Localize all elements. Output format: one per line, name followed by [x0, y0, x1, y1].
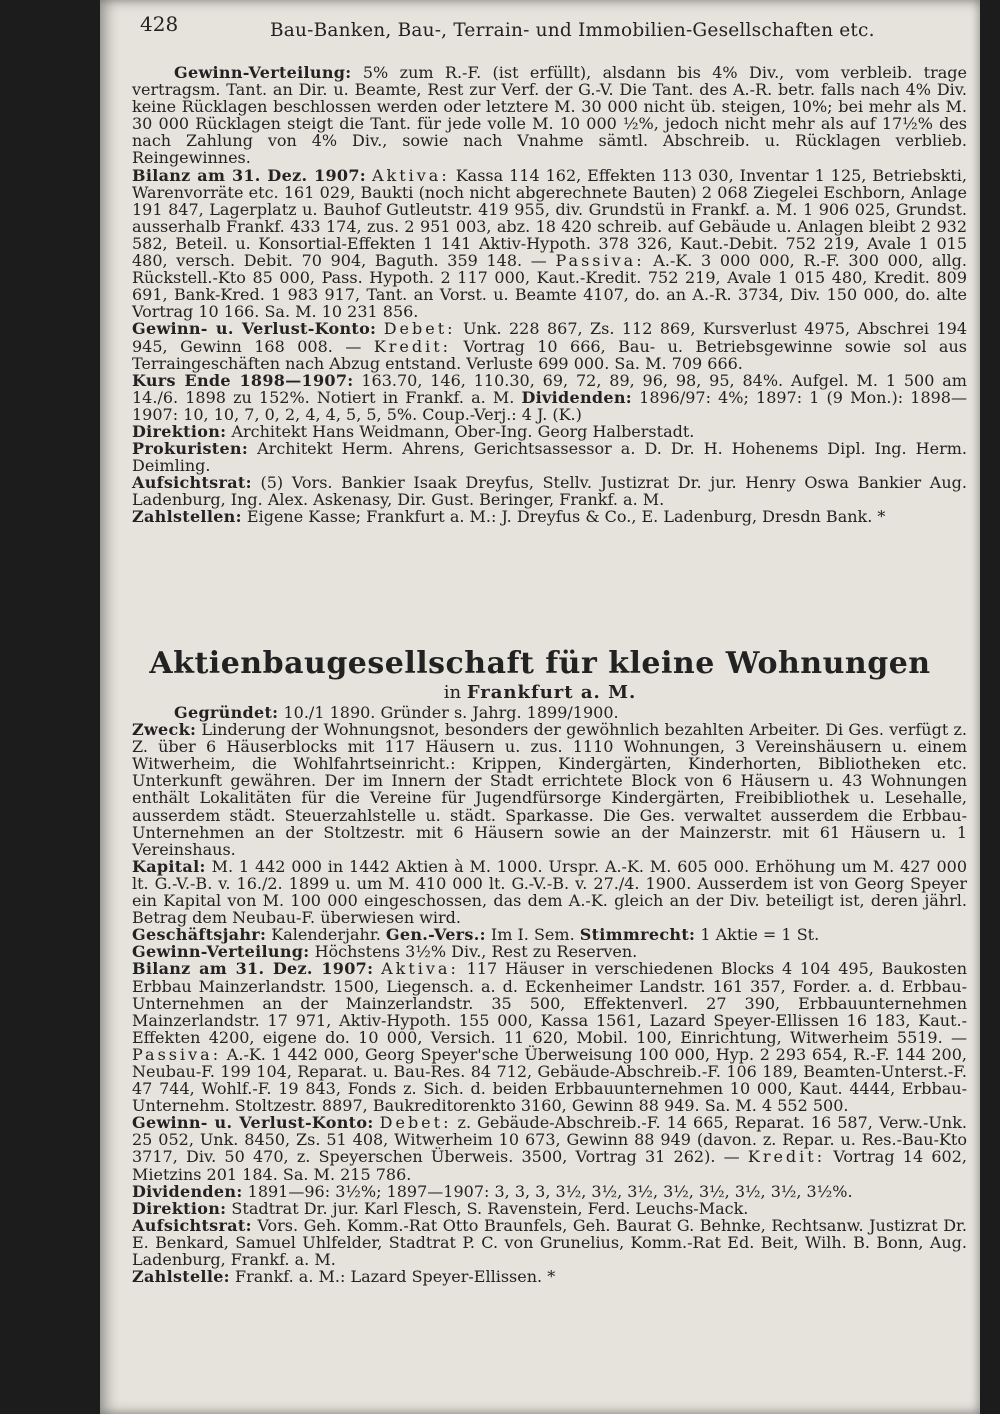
aufsichtsrat-text: (5) Vors. Bankier Isaak Dreyfus, Stellv. Justizrat Dr. jur. Henry Oswa Bankier Aug. Ladenburg, Ing. Alex. Askenasy, Dir. Gust. Beringer, Frankf. a. M.	[132, 473, 967, 510]
kredit-label-2: Kredit:	[747, 1147, 826, 1167]
gv-text-1: Unk. 228 867, Zs. 112 869, Kursverlust 4975, Abschrei 194 945, Gewinn 168 008. —	[132, 319, 968, 356]
gegruendet-label: Gegründet:	[174, 703, 279, 722]
geschaeftsjahr-text: Kalenderjahr.	[271, 925, 381, 945]
stimmrecht-text: 1 Aktie = 1 St.	[700, 925, 820, 945]
scanned-page	[100, 0, 980, 1414]
location-city: Frankfurt a. M.	[466, 682, 637, 703]
zweck-label: Zweck:	[132, 720, 197, 740]
gegruendet-text: 10./1 1890. Gründer s. Jahrg. 1899/1900.	[283, 703, 619, 722]
kapital-text: M. 1 442 000 in 1442 Aktien à M. 1000. Urspr. A.-K. M. 605 000. Erhöhung um M. 427 000 lt. G.-V.-B. v. 16./2. 1899 u. um M. 410 000 lt. G.-V.-B. v. 27./4. 1900. Ausserdem ist von Georg Speyer ein Kapital von M. 100 000 eingeschossen, das dem A.-K. gleich an der Div. beteiligt ist, deren jährl. Betrag dem Neubau-F. überwiesen wird.	[132, 856, 968, 928]
company-title: Aktienbaugesellschaft für kleine Wohnungen	[149, 646, 931, 681]
gewinn-label: Gewinn-Verteilung:	[174, 63, 352, 82]
zahlstellen-text: Eigene Kasse; Frankfurt a. M.: J. Dreyfus & Co., E. Ladenburg, Dresdn Bank. *	[246, 507, 886, 527]
dividenden-label-2: Dividenden:	[132, 1181, 243, 1201]
bilanz-text-1: Kassa 114 162, Effekten 113 030, Inventar 1 125, Betriebskti, Warenvorräte etc. 161 029, Baukti (noch nicht abgerechnete Bauten) 2 068 Ziegelei Eschborn, Anlage 191 847, Lagerplatz u. Bauhof Gutleutstr. 419 955, div. Grundstü in Frankf. a. M. 1 906 025, Grundst. ausserhalb Frankf. 433 174, zus. 2 951 003, abz. 18 420 schreib. auf Gebäude u. Anlagen bleibt 2 932 582, Beteil. u. Konsortial-Effekten 1 141 Aktiv-Hypoth. 378 326, Kaut.-Debit. 752 219, Avale 1 015 480, versch. Debit. 70 904, Baguth. 359 148. —	[132, 165, 968, 271]
zweck-text: Linderung der Wohnungsnot, besonders der gewöhnlich bezahlten Arbeiter. Di Ges. verfügt z. Z. über 6 Häuserblocks mit 117 Häusern u. zus. 1110 Wohnungen, 3 Vereinshäusern u. einem Witwerheim, die Wohlfahrtseinricht.: Krippen, Kindergärten, Kinderhorten, Bibliotheken etc. Unterkunft gewähren. Der im Innern der Stadt errichtete Block von 6 Häusern u. 43 Wohnungen enthält Lokalitäten für die Vereine für Jugendfürsorge Kindergärten, Freibibliothek u. Lesehalle, ausserdem städt. Steuerzahlstelle u. städt. Sparkasse. Die Ges. verwaltet ausserdem die Erbbau-Unternehmen an der Stoltzestr. mit 6 Häusern sowie an der Mainzerstr. mit 61 Häusern u. 1 Vereinshaus.	[132, 720, 968, 859]
zahlstellen-label: Zahlstellen:	[132, 507, 242, 527]
gv-text-2: Vortrag 10 666, Bau- u. Betriebsgewinne sowie sol aus Terraingeschäften nach Abzug entstand. Verluste 699 000. Sa. M. 709 666.	[132, 336, 967, 373]
direktion-label: Direktion:	[132, 421, 227, 441]
zahlstelle-label-2: Zahlstelle:	[132, 1267, 230, 1287]
gewinn-text: 5% zum R.-F. (ist erfüllt), alsdann bis 4% Div., vom verbleib. trage vertragsm. Tant. an Dir. u. Beamte, Rest zur Verf. der G.-V. Die Tant. des A.-R. betr. falls nach 4% Div. keine Rücklagen beschlossen werden oder letztere M. 30 000 nicht üb. steigen, 10%; bei mehr als M. 30 000 Rücklagen steigt die Tant. für jede volle M. 10 000 ½%, jedoch nicht mehr als auf 17½% des nach Zahlung von 4% Div., sowie nach Vnahme sämtl. Abschreib. u. Rücklagen verblieb. Reingewinnes.	[132, 63, 968, 168]
kapital-label: Kapital:	[132, 856, 206, 876]
aufsichtsrat-label-2: Aufsichtsrat:	[132, 1215, 252, 1235]
kurs-text-1: 163.70, 146, 110.30, 69, 72, 89, 96, 98, 95, 84%. Aufgel. M. 1 500 am 14./6. 1898 zu 152%. Notiert in Frankf. a. M.	[132, 370, 967, 407]
aktiva-label: Aktiva:	[371, 165, 450, 185]
aufsichtsrat-label: Aufsichtsrat:	[132, 473, 252, 493]
bilanz-label: Bilanz am 31. Dez. 1907:	[132, 165, 366, 185]
bilanz-text-2a: 117 Häuser in verschiedenen Blocks 4 104 495, Baukosten Erbbau Mainzerlandstr. 1500, Liegensch. a. d. Eckenheimer Landstr. 161 357, Forder. a. d. Erbbau-Unternehmen an der Mainzerlandstr. 35 500, Effektenverl. 27 390, Erbbauunternehmen Mainzerlandstr. 17 971, Aktiv-Hypoth. 155 000, Kassa 1561, Lazard Speyer-Ellissen 16 183, Kaut.-Effekten 4200, eigene do. 10 000, Versich. 11 620, Mobil. 100, Einrichtung, Witwerheim 5519. —	[132, 959, 967, 1047]
prokuristen-text: Architekt Herm. Ahrens, Gerichtsassessor a. D. Dr. H. Hohenems Dipl. Ing. Herm. Deimling.	[132, 439, 967, 476]
running-head: Bau-Banken, Bau-, Terrain- und Immobilien-Gesellschaften etc.	[270, 20, 875, 41]
gvk-label-2: Gewinn- u. Verlust-Konto:	[132, 1113, 374, 1133]
aktiva-label-2: Aktiva:	[381, 959, 459, 979]
kurs-text-2: 1896/97: 4%; 1897: 1 (9 Mon.): 1898—1907: 10, 10, 7, 0, 2, 4, 4, 5, 5, 5%. Coup.-Verj.: 4 J. (K.)	[132, 387, 967, 424]
gewinn-text-2: Höchstens 3½% Div., Rest zu Reserven.	[314, 942, 638, 962]
prokuristen-label: Prokuristen:	[132, 439, 249, 459]
section-previous-company	[132, 64, 967, 526]
kredit-label: Kredit:	[373, 336, 452, 356]
debet-label-2: Debet:	[379, 1113, 452, 1133]
zahlstelle-text-2: Frankf. a. M.: Lazard Speyer-Ellissen. *	[234, 1267, 556, 1287]
gv-label: Gewinn- u. Verlust-Konto:	[132, 319, 377, 339]
passiva-label: Passiva:	[555, 251, 645, 271]
bilanz-text-2b: A.-K. 1 442 000, Georg Speyer'sche Überweisung 100 000, Hyp. 2 293 654, R.-F. 144 200, Neubau-F. 199 104, Reparat. u. Bau-Res. 84 712, Gebäude-Abschreib.-F. 106 189, Beamten-Unterst.-F. 47 744, Wohlf.-F. 19 843, Fonds z. Sich. d. beiden Erbbauunternehmen 10 000, Kaut. 4444, Erbbau-Unternehm. Stoltzestr. 8897, Baukreditorenkto 3160, Gewinn 88 949. Sa. M. 4 552 500.	[132, 1044, 968, 1116]
aufsichtsrat-text-2: Vors. Geh. Komm.-Rat Otto Braunfels, Geh. Baurat G. Behnke, Rechtsanw. Justizrat Dr. E. Benkard, Samuel Uhlfelder, Stadtrat P. C. von Grunelius, Komm.-Rat Ed. Beit, Wilh. B. Bonn, Aug. Ladenburg, Frankf. a. M.	[132, 1215, 968, 1269]
passiva-label-2: Passiva:	[132, 1044, 222, 1064]
gvk-text-2a: z. Gebäude-Abschreib.-F. 14 665, Reparat. 16 587, Verw.-Unk. 25 052, Unk. 8450, Zs. 51 408, Witwerheim 10 673, Gewinn 88 949 (davon. z. Repar. u. Res.-Bau-Kto 3717, Div. 50 470, z. Speyerschen Überweis. 3500, Vortrag 31 262). —	[132, 1113, 967, 1167]
company-location	[100, 682, 980, 703]
gvk-text-2b: Vortrag 14 602, Mietzins 201 184. Sa. M. 215 786.	[132, 1147, 967, 1184]
kurs-label: Kurs Ende 1898—1907:	[132, 370, 354, 390]
gewinn-label-2: Gewinn-Verteilung:	[132, 942, 310, 962]
debet-label: Debet:	[383, 319, 456, 339]
direktion-label-2: Direktion:	[132, 1198, 227, 1218]
direktion-text-2: Stadtrat Dr. jur. Karl Flesch, S. Ravenstein, Ferd. Leuchs-Mack.	[231, 1198, 749, 1218]
section-aktienbaugesellschaft	[132, 704, 967, 1285]
bilanz-text-2: A.-K. 3 000 000, R.-F. 300 000, allg. Rückstell.-Kto 85 000, Pass. Hypoth. 2 117 000, Kaut.-Kredit. 752 219, Avale 1 015 480, Kredit. 809 691, Bank-Kred. 1 983 917, Tant. an Vorst. u. Beamte 4107, do. an A.-R. 3734, Div. 150 000, do. alte Vortrag 10 166. Sa. M. 10 231 856.	[132, 251, 968, 322]
genvers-text: Im I. Sem.	[490, 925, 575, 945]
bilanz-label-2: Bilanz am 31. Dez. 1907:	[132, 959, 374, 979]
direktion-text: Architekt Hans Weidmann, Ober-Ing. Georg Halberstadt.	[231, 421, 695, 441]
dividenden-label: Dividenden:	[521, 387, 633, 407]
stimmrecht-label: Stimmrecht:	[579, 925, 696, 945]
dividenden-text-2: 1891—96: 3½%; 1897—1907: 3, 3, 3, 3½, 3½, 3½, 3½, 3½, 3½, 3½, 3½%.	[247, 1181, 853, 1201]
location-prefix: in	[443, 682, 462, 703]
genvers-label: Gen.-Vers.:	[385, 925, 486, 945]
page-number: 428	[140, 12, 179, 36]
geschaeftsjahr-label: Geschäftsjahr:	[132, 925, 267, 945]
